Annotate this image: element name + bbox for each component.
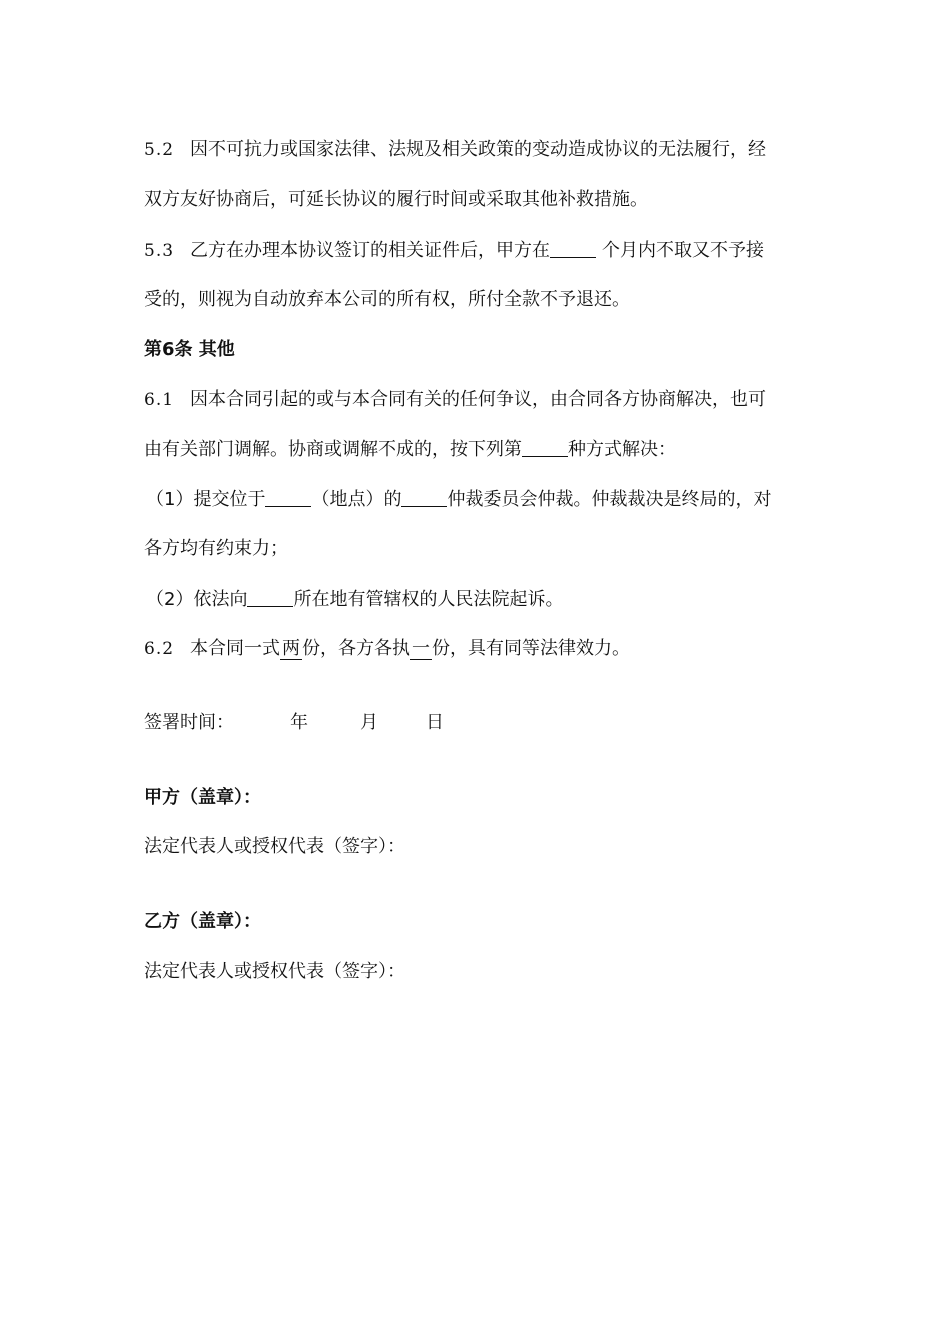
party-a-seal-label: 甲方（盖章）： xyxy=(144,787,261,808)
blank-field-arbitration-commission[interactable] xyxy=(401,486,447,507)
clause-text: 份，具有同等法律效力。 xyxy=(432,638,631,659)
article-6-heading: 第6条 其他 xyxy=(144,339,235,360)
signing-year-label: 年 xyxy=(290,712,308,733)
party-b-seal-label: 乙方（盖章）： xyxy=(144,911,261,932)
clause-number: 5.2 xyxy=(144,140,175,160)
clause-text: 本合同一式 xyxy=(190,638,281,659)
signing-time-label: 签署时间： xyxy=(144,712,234,733)
clause-6-1-option-1 xyxy=(146,486,816,513)
clause-text: 双方友好协商后，可延长协议的履行时间或采取其他补救措施。 xyxy=(144,189,648,210)
clause-6-1-option-1-line-2 xyxy=(144,536,814,562)
blank-field-court-location[interactable] xyxy=(247,586,293,607)
copies-total-field[interactable]: 两 xyxy=(282,638,301,659)
party-a-representative-label: 法定代表人或授权代表（签字）： xyxy=(144,836,405,857)
signing-time-row xyxy=(144,710,814,736)
option-text: （1）提交位于 xyxy=(146,489,266,510)
clause-5-3-line-2 xyxy=(144,287,814,313)
clause-text: 乙方在办理本协议签订的相关证件后，甲方在 xyxy=(190,240,551,261)
copies-each-field[interactable]: 一 xyxy=(412,638,431,659)
clause-number: 6.1 xyxy=(144,390,175,410)
option-text: （2）依法向 xyxy=(146,589,248,610)
party-b-representative-label: 法定代表人或授权代表（签字）： xyxy=(144,961,405,982)
clause-number: 6.2 xyxy=(144,639,175,659)
clause-6-1-option-2 xyxy=(146,586,816,613)
option-text: （地点）的 xyxy=(311,489,402,510)
clause-6-1-line-2 xyxy=(144,436,814,463)
option-text: 各方均有约束力； xyxy=(144,538,288,559)
blank-field-months[interactable] xyxy=(550,237,596,258)
clause-text: 因本合同引起的或与本合同有关的任何争议，由合同各方协商解决，也可 xyxy=(190,389,767,410)
clause-text: 受的，则视为自动放弃本公司的所有权，所付全款不予退还。 xyxy=(144,289,630,310)
clause-5-3-line-1 xyxy=(144,237,814,264)
blank-field-method[interactable] xyxy=(522,436,568,457)
option-text: 仲裁委员会仲裁。仲裁裁决是终局的，对 xyxy=(447,489,772,510)
clause-6-1-line-1 xyxy=(144,387,814,413)
signing-day-label: 日 xyxy=(426,712,444,733)
clause-number: 5.3 xyxy=(144,241,175,261)
clause-text: 因不可抗力或国家法律、法规及相关政策的变动造成协议的无法履行，经 xyxy=(190,139,767,160)
clause-text: 个月内不取又不予接 xyxy=(602,240,765,261)
signing-month-label: 月 xyxy=(360,712,378,733)
clause-5-2-line-1 xyxy=(144,137,814,163)
clause-6-2 xyxy=(144,636,814,662)
option-text: 所在地有管辖权的人民法院起诉。 xyxy=(293,589,564,610)
clause-text: 种方式解决： xyxy=(568,439,676,460)
blank-field-location[interactable] xyxy=(265,486,311,507)
clause-text: 由有关部门调解。协商或调解不成的，按下列第 xyxy=(144,439,522,460)
clause-text: 份，各方各执 xyxy=(302,638,411,659)
clause-5-2-line-2 xyxy=(144,187,814,213)
